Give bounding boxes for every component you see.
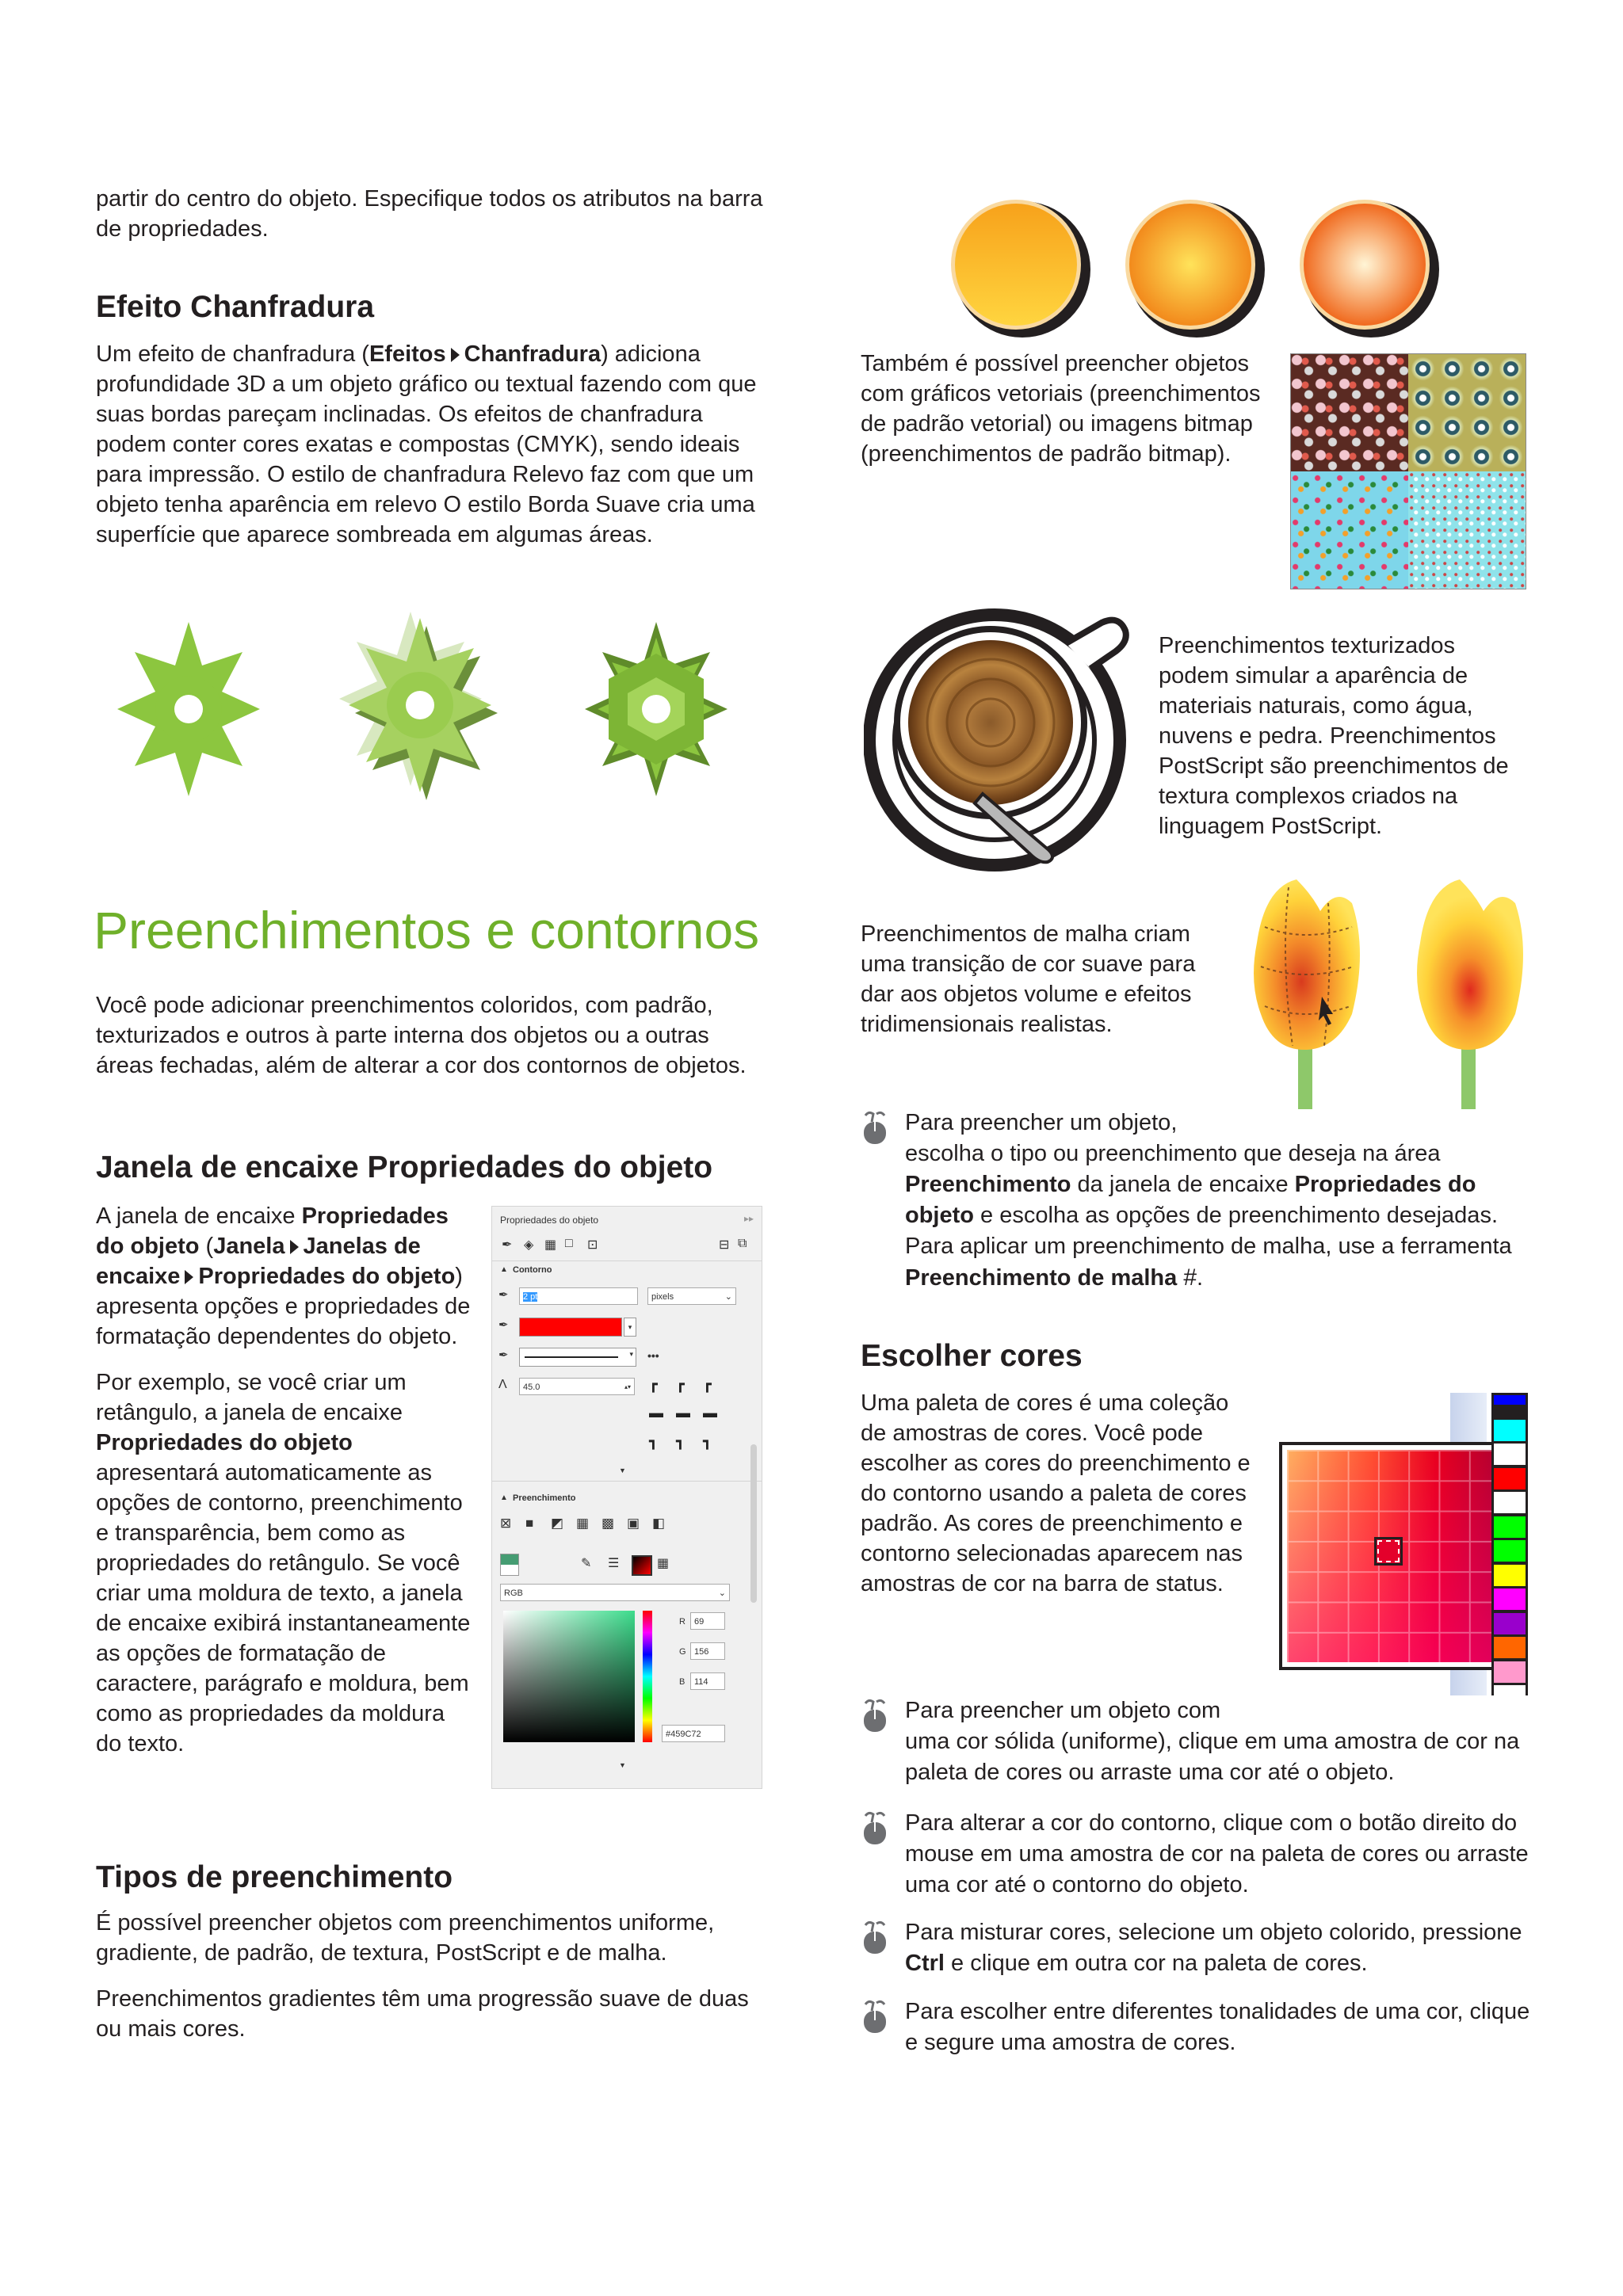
- tip-color-shades: Para escolher entre diferentes tonalidades de uma cor, clique e segure uma amostra de cores.: [861, 1997, 1542, 2058]
- colors-heading: Escolher cores: [861, 1339, 1083, 1373]
- bevel-paragraph: Um efeito de chanfradura (Efeitos Chanfradura) adiciona profundidade 3D a um objeto gráfico ou textual fazendo com que suas bordas pareçam inclinadas. Os efeitos de chanfradura podem conter cores exatas e compostas (CMYK), sendo ideais para impressão. O estilo de chanfradura Relevo faz com que um objeto tenha aparência em relevo O estilo Borda Suave cria uma superfície que aparece sombreada em algumas áreas.: [96, 341, 757, 547]
- contour-collapse-icon[interactable]: ▲: [500, 1265, 508, 1274]
- shade-grid[interactable]: [1279, 1442, 1507, 1670]
- star-soft-edge: [339, 612, 498, 800]
- docker-expand-icon[interactable]: ▸▸: [744, 1213, 754, 1224]
- b-label: B: [679, 1677, 685, 1687]
- submenu-arrow-icon: [290, 1240, 299, 1254]
- star-emboss: [585, 622, 727, 796]
- unit-select[interactable]: pixels ⌄: [647, 1287, 736, 1305]
- sliders-icon[interactable]: ☰: [608, 1557, 620, 1570]
- mouse-icon: [861, 2000, 889, 2035]
- outline-color-dropdown[interactable]: ▾: [624, 1318, 636, 1337]
- outline-color-swatch[interactable]: [519, 1318, 622, 1337]
- contour-label: Contorno: [513, 1265, 552, 1275]
- more-options-icon[interactable]: •••: [647, 1349, 659, 1362]
- fill-types-heading: Tipos de preenchimento: [96, 1860, 453, 1894]
- gradient-fill-icon[interactable]: ◩: [551, 1516, 564, 1531]
- corner-bevel-icon[interactable]: ┏: [703, 1376, 712, 1392]
- corner-miter-icon[interactable]: ┏: [649, 1376, 658, 1392]
- position-outside-icon[interactable]: ┓: [649, 1433, 658, 1449]
- fill-more-icon[interactable]: ▼: [619, 1761, 626, 1769]
- eyedropper-icon[interactable]: ✎: [581, 1557, 592, 1570]
- mouse-icon: [861, 1111, 889, 1146]
- color-model-select[interactable]: RGB ⌄: [500, 1584, 730, 1601]
- fill-preview-swatch: [500, 1554, 519, 1576]
- texture-coffee-cup: [864, 596, 1138, 873]
- fill-type-buttons: [500, 1516, 682, 1535]
- r-label: R: [679, 1617, 685, 1627]
- uniform-fill-icon[interactable]: ■: [525, 1516, 534, 1531]
- rectangle-icon[interactable]: □: [565, 1237, 573, 1250]
- width-icon: ✒: [498, 1288, 509, 1302]
- texture-fill-icon[interactable]: ▣: [627, 1516, 640, 1531]
- pattern-circles-olive: [1408, 354, 1526, 471]
- hue-slider[interactable]: [643, 1611, 652, 1742]
- color-icon: ✒: [498, 1318, 509, 1332]
- pattern-fill-samples: [1290, 353, 1526, 589]
- cap-square-icon[interactable]: ▬: [703, 1405, 717, 1421]
- palette-swatch[interactable]: [1494, 1565, 1526, 1586]
- palette-icon[interactable]: ▦: [657, 1557, 670, 1570]
- linear-gradient-circle: [951, 200, 1090, 338]
- selected-shade[interactable]: [1374, 1537, 1403, 1566]
- mesh-caption: Preenchimentos de malha criam uma transição de cor suave para dar aos objetos volume e efeitos tridimensionais realistas.: [861, 921, 1196, 1037]
- palette-swatch[interactable]: [1494, 1589, 1526, 1610]
- fill-types-paragraphs: [96, 1908, 769, 2060]
- pattern-confetti-blue: [1291, 471, 1408, 589]
- outline-pen-icon[interactable]: ✒: [502, 1238, 513, 1252]
- position-inside-icon[interactable]: ┓: [703, 1433, 712, 1449]
- tulip-with-mesh: [1254, 879, 1360, 1109]
- fill-label: Preenchimento: [513, 1493, 576, 1503]
- contour-more-icon[interactable]: ▼: [619, 1466, 626, 1474]
- b-input[interactable]: 114: [690, 1672, 725, 1690]
- fill-bucket-icon[interactable]: ◈: [524, 1238, 534, 1252]
- tip-fill-object: Para preencher um objeto, escolha o tipo ou preenchimento que deseja na área Preenchimento da janela de encaixe Propriedades do objeto e escolha as opções de preenchimento desejadas. Para aplicar um preenchimento de malha, use a ferramenta Preenchimento de malha #.: [861, 1108, 1542, 1294]
- pattern-icon[interactable]: ▦: [544, 1238, 557, 1252]
- pattern-floral-dark: [1291, 354, 1408, 471]
- mouse-icon: [861, 1699, 889, 1733]
- tulip-result: [1417, 879, 1523, 1109]
- docker-paragraph-2: Por exemplo, se você criar um retângulo, a janela de encaixe Propriedades do objeto apresentará automaticamente as opções de contorno, preenchimento e transparência, bem como as propriedades do retângulo. Se você criar uma moldura de texto, a janela de encaixe exibirá instantaneamente as opções de formatação de caractere, parágrafo e moldura, bem como as propriedades da moldura do texto.: [96, 1370, 471, 1756]
- r-input[interactable]: 69: [690, 1612, 725, 1630]
- palette-swatch[interactable]: [1494, 1468, 1526, 1489]
- width-input[interactable]: 2 pt: [519, 1287, 638, 1305]
- colors-paragraph: Uma paleta de cores é uma coleção de amostras de cores. Você pode escolher as cores do preenchimento e do contorno usando a paleta de cores padrão. As cores de preenchimento e contorno selecionadas aparecem nas amostras de cor na barra de status.: [861, 1390, 1251, 1596]
- object-properties-docker: [491, 1206, 762, 1789]
- g-input[interactable]: 156: [690, 1642, 725, 1660]
- bitmap-pattern-icon[interactable]: ▩: [601, 1516, 615, 1531]
- star-flat: [117, 622, 260, 796]
- color-picker-area[interactable]: [503, 1611, 635, 1742]
- menu-chanfradura: Chanfradura: [464, 341, 601, 367]
- position-center-icon[interactable]: ┓: [676, 1433, 685, 1449]
- fill-types-p1: É possível preencher objetos com preenchimentos uniforme, gradiente, de padrão, de textura, PostScript e de malha.: [96, 1910, 715, 1966]
- docker-toolbar: [498, 1234, 755, 1257]
- texture-caption: Preenchimentos texturizados podem simular a aparência de materiais naturais, como água, nuvens e pedra. Preenchimentos PostScript são preenchimentos de textura complexos criados na linguagem PostScript.: [1159, 633, 1509, 839]
- vector-pattern-icon[interactable]: ▦: [576, 1516, 590, 1531]
- lock-icon[interactable]: ⊟: [719, 1238, 730, 1252]
- section-intro: Você pode adicionar preenchimentos coloridos, com padrão, texturizados e outros à parte interna dos objetos ou a outras áreas fechadas, além de alterar a cor dos contornos de objetos.: [96, 993, 747, 1078]
- postscript-fill-icon[interactable]: ◧: [652, 1516, 666, 1531]
- palette-swatch[interactable]: [1494, 1613, 1526, 1634]
- submenu-arrow-icon: [185, 1270, 193, 1284]
- mouse-icon: [861, 1811, 889, 1846]
- palette-swatch[interactable]: [1494, 1661, 1526, 1683]
- bevel-heading: Efeito Chanfradura: [96, 290, 375, 324]
- hex-input[interactable]: #459C72: [662, 1725, 725, 1742]
- docker-scrollbar[interactable]: [750, 1444, 757, 1603]
- docker-paragraph-1: A janela de encaixe Propriedades do objeto (Janela Janelas de encaixe Propriedades do objeto) apresenta opções e propriedades de formatação dependentes do objeto.: [96, 1203, 471, 1349]
- docker-paragraphs: [96, 1201, 475, 1775]
- color-viewer-button[interactable]: [632, 1555, 652, 1576]
- cap-butt-icon[interactable]: ▬: [649, 1405, 663, 1421]
- color-palette-illustration: [1276, 1393, 1534, 1695]
- palette-swatch[interactable]: [1494, 1540, 1526, 1562]
- new-window-icon[interactable]: ⧉: [738, 1237, 747, 1250]
- cap-round-icon[interactable]: ▬: [676, 1405, 690, 1421]
- pattern-caption: Também é possível preencher objetos com gráficos vetoriais (preenchimentos de padrão vetorial) ou imagens bitmap (preenchimentos de padrão bitmap).: [861, 351, 1261, 467]
- fill-types-p2: Preenchimentos gradientes têm uma progressão suave de duas ou mais cores.: [96, 1986, 749, 2042]
- miter-icon: Λ: [498, 1378, 507, 1391]
- no-fill-icon[interactable]: ⊠: [500, 1516, 512, 1531]
- gradient-fill-circles: [943, 196, 1450, 339]
- palette-column: [1491, 1393, 1528, 1695]
- corner-round-icon[interactable]: ┏: [676, 1376, 685, 1392]
- pattern-dots-cyan: [1408, 471, 1526, 589]
- palette-swatch[interactable]: [1494, 1492, 1526, 1513]
- line-style-select[interactable]: ▾: [519, 1348, 636, 1367]
- section-title: Preenchimentos e contornos: [94, 901, 760, 959]
- tip-outline-color: Para alterar a cor do contorno, clique com o botão direito do mouse em uma amostra de cor na paleta de cores ou arraste uma cor até o contorno do objeto.: [861, 1808, 1542, 1901]
- corner-buttons: [647, 1376, 750, 1463]
- square-gradient-circle: [1300, 200, 1439, 338]
- palette-swatch[interactable]: [1494, 1637, 1526, 1658]
- frame-icon[interactable]: ⊡: [587, 1238, 598, 1252]
- menu-efeitos: Efeitos: [369, 341, 446, 367]
- palette-swatch[interactable]: [1494, 1444, 1526, 1465]
- docker-heading: Janela de encaixe Propriedades do objeto: [96, 1150, 713, 1184]
- intro-text: partir do centro do objeto. Especifique todos os atributos na barra de propriedades.: [96, 186, 763, 242]
- g-label: G: [679, 1647, 686, 1657]
- submenu-arrow-icon: [451, 348, 460, 362]
- radial-gradient-circle: [1125, 200, 1265, 338]
- bevel-stars-illustration: [94, 610, 775, 816]
- style-icon: ✒: [498, 1348, 509, 1362]
- fill-collapse-icon[interactable]: ▲: [500, 1493, 508, 1502]
- angle-input[interactable]: 45.0 ▴▾: [519, 1378, 635, 1395]
- palette-swatch[interactable]: [1494, 1420, 1526, 1441]
- tip-mix-colors: Para misturar cores, selecione um objeto colorido, pressione Ctrl e clique em outra cor na paleta de cores.: [861, 1917, 1542, 1979]
- mesh-tool-icon: #: [1183, 1264, 1197, 1291]
- tip-solid-color: Para preencher um objeto com uma cor sólida (uniforme), clique em uma amostra de cor na paleta de cores ou arraste uma cor até o objeto.: [861, 1695, 1542, 1788]
- mouse-icon: [861, 1920, 889, 1955]
- docker-title: Propriedades do objeto: [500, 1215, 599, 1226]
- palette-swatch[interactable]: [1494, 1395, 1526, 1405]
- mesh-fill-tulips: [1233, 879, 1542, 1109]
- palette-swatch[interactable]: [1494, 1516, 1526, 1538]
